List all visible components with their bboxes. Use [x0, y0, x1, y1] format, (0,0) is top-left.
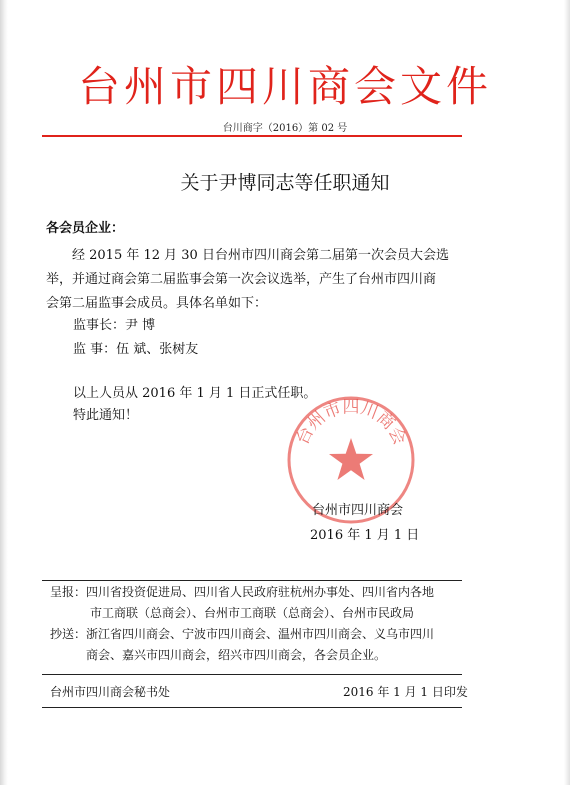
document-header-title: 台州市四川商会文件	[77, 62, 492, 111]
divider-bottom	[42, 707, 462, 708]
report-line: 市工商联（总商会）、台州市工商联（总商会）、台州市民政局	[90, 606, 415, 620]
role-entry-chief-supervisor	[73, 314, 155, 338]
document-number: 台川商字（2016）第 02 号	[222, 123, 348, 134]
svg-text:台州市四川商会: 台州市四川商会	[292, 397, 410, 449]
paragraph-line: 经 2015 年 12 月 30 日台州市四川商会第二届第一次会员大会选	[72, 248, 449, 263]
role-entry-supervisor	[73, 338, 198, 362]
footer-print-date: 2016 年 1 月 1 日印发	[343, 685, 468, 699]
copy-line: 商会、嘉兴市四川商会，绍兴市四川商会，各会员企业。	[86, 648, 387, 662]
role-title: 监事长：	[73, 318, 126, 333]
signature-date: 2016 年 1 月 1 日	[310, 528, 420, 543]
signature-organization: 台州市四川商会	[312, 503, 404, 518]
copy-line: 浙江省四川商会、宁波市四川商会、温州市四川商会、义乌市四川	[86, 627, 435, 641]
paragraph-line: 会第二届监事会成员。具体名单如下：	[46, 296, 268, 311]
role-names: 尹 博	[125, 318, 156, 333]
role-title: 监 事：	[73, 342, 117, 357]
divider-top	[42, 580, 462, 581]
divider-middle	[42, 674, 462, 675]
notice-paragraph	[46, 244, 466, 316]
paragraph-line: 举，并通过商会第二届监事会第一次会议选举，产生了台州市四川商	[46, 272, 437, 287]
footer-issuer: 台州市四川商会秘书处	[50, 685, 171, 699]
scan-edge-right	[564, 0, 570, 785]
salutation: 各会员企业：	[46, 221, 125, 236]
closing-statement: 特此通知！	[73, 408, 139, 423]
notice-title: 关于尹博同志等任职通知	[180, 172, 390, 194]
scan-edge-left	[0, 0, 8, 785]
header-red-rule	[42, 135, 462, 137]
role-names: 伍 斌、张树友	[116, 342, 199, 357]
copy-label: 抄送：	[50, 627, 87, 641]
report-label: 呈报：	[50, 585, 87, 599]
report-line: 四川省投资促进局、四川省人民政府驻杭州办事处、四川省内各地	[86, 585, 435, 599]
effective-date-statement: 以上人员从 2016 年 1 月 1 日正式任职。	[73, 386, 317, 401]
